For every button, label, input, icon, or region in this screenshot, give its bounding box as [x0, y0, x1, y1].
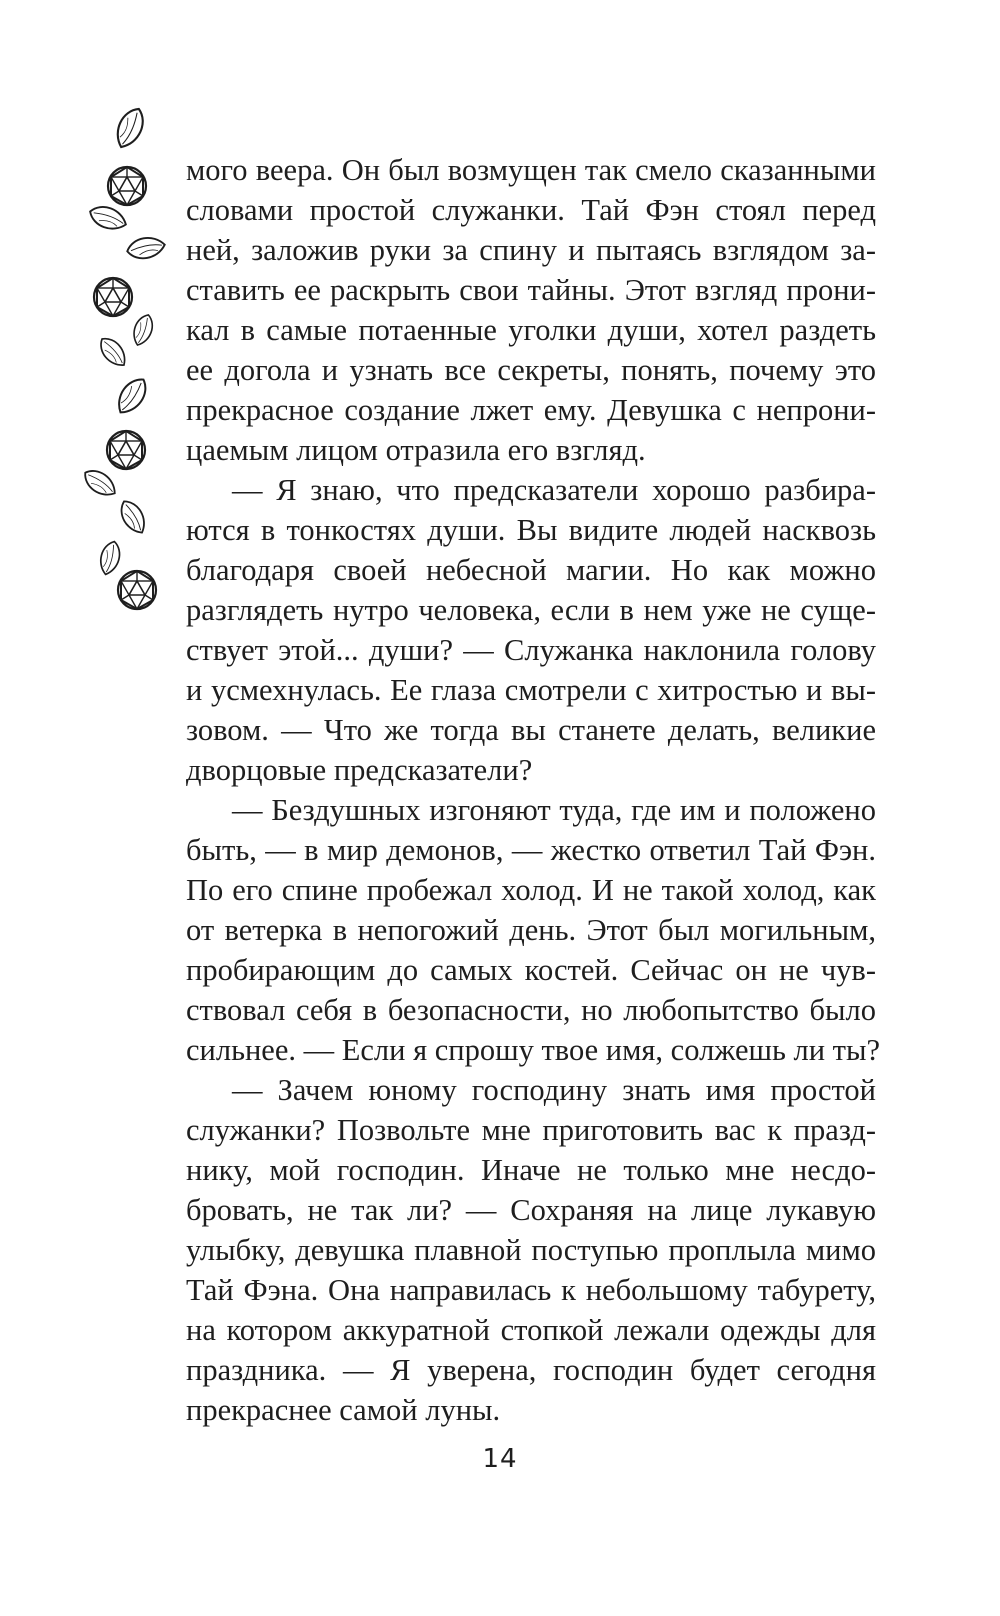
petal-icon: [116, 497, 150, 538]
text-line: благодаря своей небесной магии. Но как можно: [186, 553, 876, 587]
text-line: служанки? Позвольте мне приготовить вас к празд-: [186, 1113, 876, 1147]
polyhedron-icon: [108, 167, 146, 205]
petal-icon: [112, 374, 152, 419]
text-line: быть, — в мир демонов, — жестко ответил Тай Фэн.: [186, 833, 876, 867]
text-line: нику, мой господин. Иначе не только мне несдо-: [186, 1153, 876, 1187]
text-line: пробирающим до самых костей. Сейчас он не чув-: [186, 953, 876, 987]
text-line: ствовал себя в безопасности, но любопытство было: [186, 993, 876, 1027]
text-line: на котором аккуратной стопкой лежали одежды для: [186, 1313, 876, 1347]
petal-icon: [130, 312, 157, 348]
text-line: словами простой служанки. Тай Фэн стоял перед: [186, 193, 876, 227]
polyhedron-icon: [118, 571, 156, 609]
body-text: [186, 150, 881, 1430]
text-line: сильнее. — Если я спрошу твое имя, солжешь ли ты?: [186, 1033, 881, 1067]
text-line: дворцовые предсказатели?: [186, 753, 533, 787]
text-line: ставить ее раскрыть свои тайны. Этот взгляд прони-: [186, 273, 876, 307]
petal-icon: [126, 235, 167, 261]
text-line: По его спине пробежал холод. И не такой холод, как: [186, 873, 876, 907]
text-line: — Бездушных изгоняют туда, где им и положено: [232, 793, 876, 827]
text-line: Тай Фэна. Она направилась к небольшому табурету,: [186, 1273, 876, 1307]
text-line: праздника. — Я уверена, господин будет сегодня: [186, 1353, 876, 1387]
page-number: 14: [482, 1444, 518, 1474]
petal-icon: [111, 104, 149, 151]
text-line: прекраснее самой луны.: [186, 1393, 501, 1427]
text-line: бровать, не так ли? — Сохраняя на лице лукавую: [186, 1193, 876, 1227]
polyhedron-icon: [107, 431, 145, 469]
text-line: прекрасное создание лжет ему. Девушка с непрони-: [186, 393, 876, 427]
text-line: — Я знаю, что предсказатели хорошо разбира-: [232, 473, 876, 507]
text-line: ее догола и узнать все секреты, понять, почему это: [186, 353, 876, 387]
text-line: от ветерка в непогожий день. Этот был могильным,: [186, 913, 876, 947]
text-line: ются в тонкостях души. Вы видите людей насквозь: [186, 513, 876, 547]
margin-ornament: [0, 0, 180, 660]
text-line: разглядеть нутро человека, если в нем уже не суще-: [186, 593, 876, 627]
text-line: улыбку, девушка плавной поступью проплыла мимо: [186, 1233, 876, 1267]
petal-icon: [87, 202, 130, 234]
text-line: мого веера. Он был возмущен так смело сказанными: [186, 153, 876, 187]
text-line: ствует этой... души? — Служанка наклонила голову: [186, 633, 876, 667]
text-line: зовом. — Что же тогда вы станете делать, великие: [186, 713, 876, 747]
text-line: кал в самые потаенные уголки души, хотел раздеть: [186, 313, 876, 347]
text-line: цаемым лицом отразила его взгляд.: [186, 433, 646, 467]
polyhedron-icon: [94, 278, 132, 316]
text-line: — Зачем юному господину знать имя простой: [232, 1073, 876, 1107]
text-line: ней, заложив руки за спину и пытаясь взглядом за-: [186, 233, 876, 267]
petal-icon: [80, 465, 120, 501]
text-line: и усмехнулась. Ее глаза смотрели с хитростью и вы-: [186, 673, 876, 707]
petal-icon: [97, 539, 123, 576]
petal-icon: [95, 333, 131, 371]
